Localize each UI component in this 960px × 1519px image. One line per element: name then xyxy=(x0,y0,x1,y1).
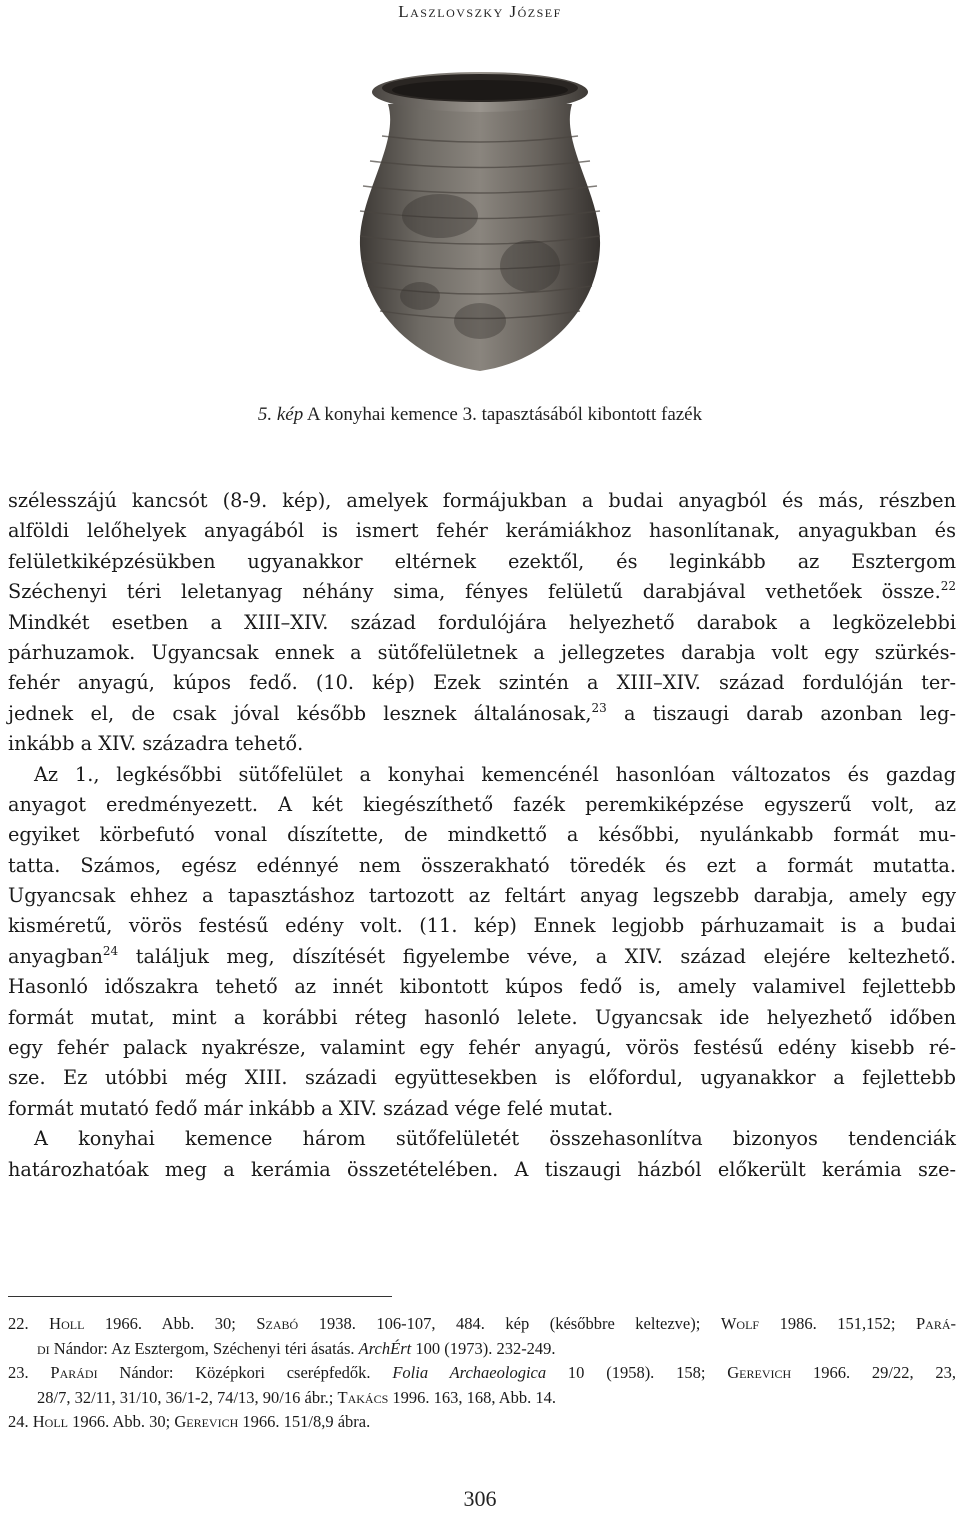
text-line: fehér anyagú, kúpos fedő. (10. kép) Ezek szintén a XIII–XIV. század fordulóján ter- xyxy=(8,671,956,695)
author: Parádi xyxy=(50,1363,98,1382)
text-line: Mindkét esetben a XIII–XIV. század fordulójára helyezhető darabok a legközelebbi xyxy=(8,610,956,634)
text-line: alföldi lelőhelyek anyagából is ismert fehér kerámiákhoz hasonlítanak, anyagukban és xyxy=(8,519,956,543)
text-line: sze. Ez utóbbi még XIII. századi együttesekben is előfordul, ugyanakkor a fejlettebb xyxy=(8,1066,956,1090)
text-segment: 1996. 163, 168, Abb. 14. xyxy=(388,1387,557,1407)
text-line xyxy=(8,699,956,729)
text-line xyxy=(8,942,956,972)
text-segment: Széchenyi téri leletanyag néhány sima, fényes felületű darabjával vethetőek össze. xyxy=(8,580,941,604)
text-line: egy fehér palack nyakrésze, valamint egy fehér anyagú, vörös festésű edény kisebb ré- xyxy=(8,1036,956,1060)
text-line xyxy=(8,577,956,607)
text-line: Hasonló időszakra tehető az innét kibontott kúpos fedő is, amely valamivel fejlettebb xyxy=(8,975,956,999)
journal-title: Folia Archaeologica xyxy=(392,1363,547,1382)
caption-text: A konyhai kemence 3. tapasztásából kibontott fazék xyxy=(303,404,703,425)
footnote-number: 24. xyxy=(8,1412,33,1431)
text-line: A konyhai kemence három sütőfelületét összehasonlítva bizonyos tendenciák xyxy=(34,1127,956,1151)
footnote-22-cont xyxy=(8,1337,956,1362)
text-line: tatta. Számos, egész edénnyé nem összerakható töredék és ezt a formát mutatta. xyxy=(8,853,956,877)
footnote-23 xyxy=(8,1361,956,1386)
author: Takács xyxy=(337,1387,389,1407)
author: Szabó xyxy=(256,1314,299,1333)
text-segment: 1966. 29/22, 23, xyxy=(791,1363,956,1382)
author: Gerevich xyxy=(727,1363,792,1382)
journal-title: ArchÉrt xyxy=(358,1338,412,1358)
body-text xyxy=(8,486,956,1185)
figure-caption xyxy=(0,404,960,426)
text-segment: 1966. 151/8,9 ábra. xyxy=(238,1412,371,1431)
caption-label: 5. kép xyxy=(257,404,304,425)
text-segment: 1966. Abb. 30; xyxy=(68,1412,175,1431)
text-line: egyiket körbefutó vonal díszítette, de mindkettő a későbbi, nyulánkabb formát mu- xyxy=(8,823,956,847)
text-segment: 1966. Abb. 30; xyxy=(84,1314,257,1333)
footnote-22 xyxy=(8,1312,956,1337)
text-segment: találjuk meg, díszítését figyelembe véve, a XIV. század elejére keltezhető. xyxy=(135,944,956,968)
text-segment: 100 (1973). 232-249. xyxy=(411,1338,556,1358)
text-segment: jednek el, de csak jóval később lesznek általánosak, xyxy=(8,701,592,725)
pottery-jar-image xyxy=(330,66,630,376)
text-segment: anyagban xyxy=(8,944,103,968)
text-line: formát mutat, mint a korábbi réteg hasonló lelete. Ugyancsak ide helyezhető időben xyxy=(8,1005,956,1029)
text-line: kisméretű, vörös festésű edény volt. (11. kép) Ennek legjobb párhuzamait is a budai xyxy=(8,914,956,938)
footnote-ref-24: 24 xyxy=(102,943,119,958)
footnote-divider xyxy=(8,1296,392,1297)
footnote-23-cont xyxy=(8,1386,956,1411)
author: Holl xyxy=(32,1412,68,1431)
text-segment: Nándor: Az Esztergom, Széchenyi téri ásatás. xyxy=(49,1338,359,1358)
footnote-number: 22. xyxy=(8,1314,50,1333)
text-line: inkább a XIV. századra tehető. xyxy=(8,732,304,756)
text-line: szélesszájú kancsót (8-9. kép), amelyek formájukban a budai anyagból és más, részben xyxy=(8,489,956,512)
text-line: formát mutató fedő már inkább a XIV. század vége felé mutat. xyxy=(8,1096,614,1120)
text-line: felületkiképzésükben ugyanakkor eltérnek ezektől, és leginkább az Esztergom xyxy=(8,549,956,573)
text-segment: 1938. 106-107, 484. kép (későbbre keltezve); xyxy=(298,1314,721,1333)
page-number: 306 xyxy=(463,1486,497,1511)
running-header: Laszlovszky József xyxy=(398,2,562,21)
author: Pará- xyxy=(916,1314,957,1333)
footnote-ref-22: 22 xyxy=(940,579,956,594)
text-line: anyagot eredményezett. A két kiegészíthető fazék peremkiképzése egyszerű volt, az xyxy=(8,792,956,816)
text-line: párhuzamok. Ugyancsak ennek a sütőfelületnek a jellegzetes darabja volt egy szürkés- xyxy=(8,640,956,664)
footnote-ref-23: 23 xyxy=(591,700,607,715)
author: Holl xyxy=(49,1314,85,1333)
text-segment: 28/7, 32/11, 31/10, 36/1-2, 74/13, 90/16 ábr.; xyxy=(37,1387,338,1407)
footnote-number: 23. xyxy=(8,1363,51,1382)
footnotes xyxy=(8,1312,956,1435)
author: Gerevich xyxy=(174,1412,239,1431)
footnote-24 xyxy=(8,1410,956,1435)
author: di xyxy=(37,1338,50,1358)
text-line: Az 1., legkésőbbi sütőfelület a konyhai kemencénél hasonlóan változatos és gazdag xyxy=(34,762,956,786)
text-segment: 10 (1958). 158; xyxy=(546,1363,728,1382)
text-line: határozhatóak meg a kerámia összetételében. A tiszaugi házból előkerült kerámia sze- xyxy=(8,1157,956,1181)
text-line: Ugyancsak ehhez a tapasztáshoz tartozott az feltárt anyag legszebb darabja, amely egy xyxy=(8,884,956,908)
text-segment: 1986. 151,152; xyxy=(759,1314,916,1333)
text-segment: Nándor: Középkori cserépfedők. xyxy=(97,1363,393,1382)
text-segment: a tiszaugi darab azonban leg- xyxy=(606,701,957,725)
author: Wolf xyxy=(720,1314,760,1333)
